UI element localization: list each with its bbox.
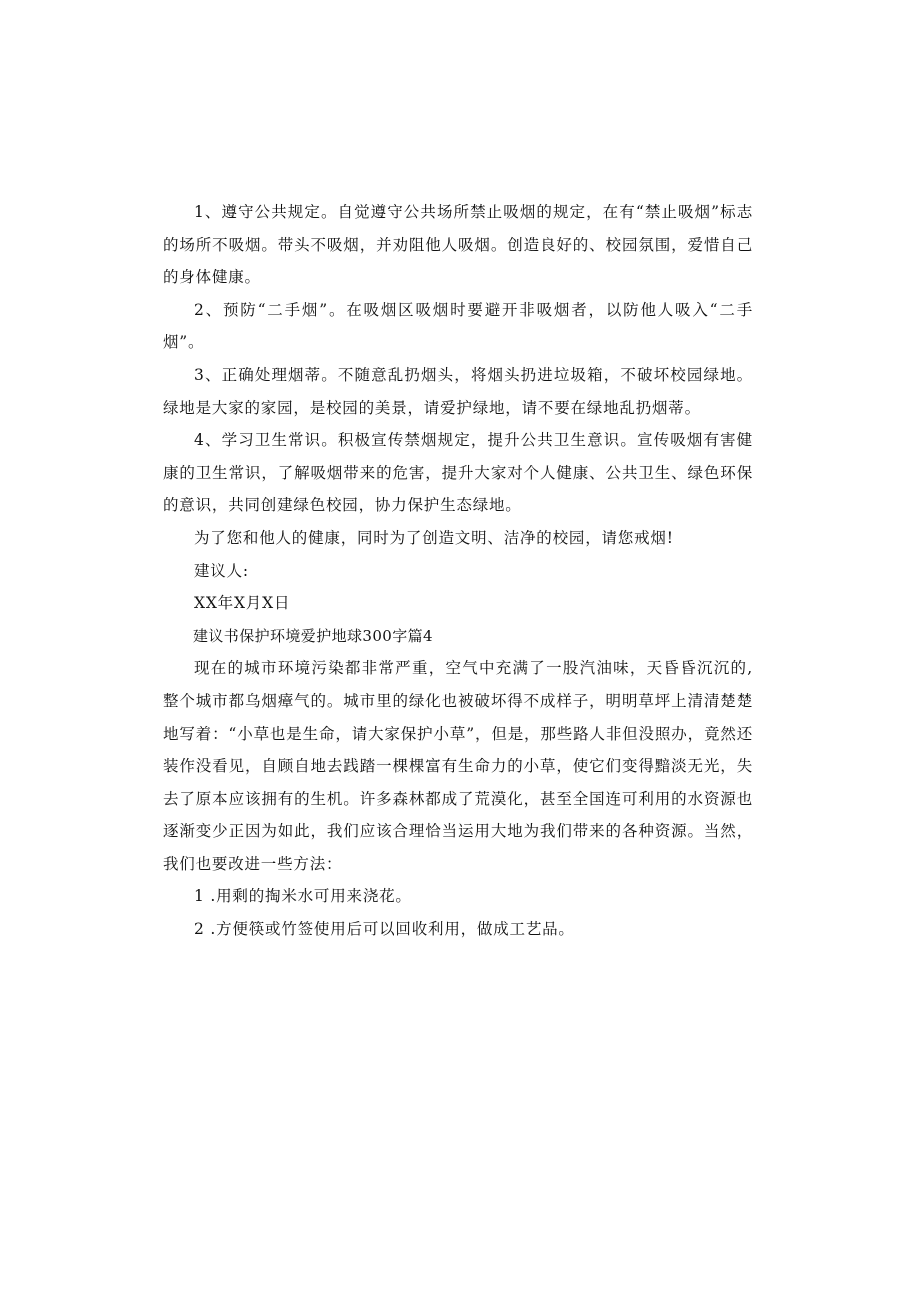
rule-paragraph-3: 3、正确处理烟蒂。不随意乱扔烟头，将烟头扔进垃圾箱，不破坏校园绿地。绿地是大家的家园，是校园的美景，请爱护绿地，请不要在绿地乱扔烟蒂。 (163, 365, 753, 417)
section-heading: 建议书保护环境爱护地球300字篇4 (193, 626, 433, 645)
list-item-1: 1 .用剩的掏米水可用来浇花。 (194, 887, 412, 906)
rule-paragraph-2: 2、预防“二手烟”。在吸烟区吸烟时要避开非吸烟者，以防他人吸入“二手烟”。 (163, 300, 753, 352)
signer-label: 建议人: (194, 561, 249, 580)
document-body (163, 196, 753, 946)
essay-paragraph: 现在的城市环境污染都非常严重，空气中充满了一股汽油味，天昏昏沉沉的,整个城市都乌烟瘴气的。城市里的绿化也被破坏得不成样子，明明草坪上清清楚楚地写着：“小草也是生命，请大家保护小草”，但是，那些路人非但没照办，竟然还装作没看见，自顾自地去践踏一棵棵富有生命力的小草，使它们变得黯淡无光，失去了原本应该拥有的生机。许多森林都成了荒漠化，甚至全国连可利用的水资源也逐渐变少正因为如此，我们应该合理恰当运用大地为我们带来的各种资源。当然，我们也要改进一些方法： (163, 659, 753, 873)
rule-paragraph-4: 4、学习卫生常识。积极宣传禁烟规定，提升公共卫生意识。宣传吸烟有害健康的卫生常识，了解吸烟带来的危害，提升大家对个人健康、公共卫生、绿色环保的意识，共同创建绿色校园，协力保护生态绿地。 (163, 431, 753, 515)
closing-appeal: 为了您和他人的健康，同时为了创造文明、洁净的校园，请您戒烟! (194, 528, 674, 547)
list-item-2: 2 .方便筷或竹签使用后可以回收利用，做成工艺品。 (194, 920, 575, 939)
date-line: XX年X月X日 (194, 594, 291, 613)
rule-paragraph-1: 1、遵守公共规定。自觉遵守公共场所禁止吸烟的规定，在有“禁止吸烟”标志的场所不吸烟。带头不吸烟，并劝阻他人吸烟。创造良好的、校园氛围，爱惜自己的身体健康。 (163, 203, 753, 287)
